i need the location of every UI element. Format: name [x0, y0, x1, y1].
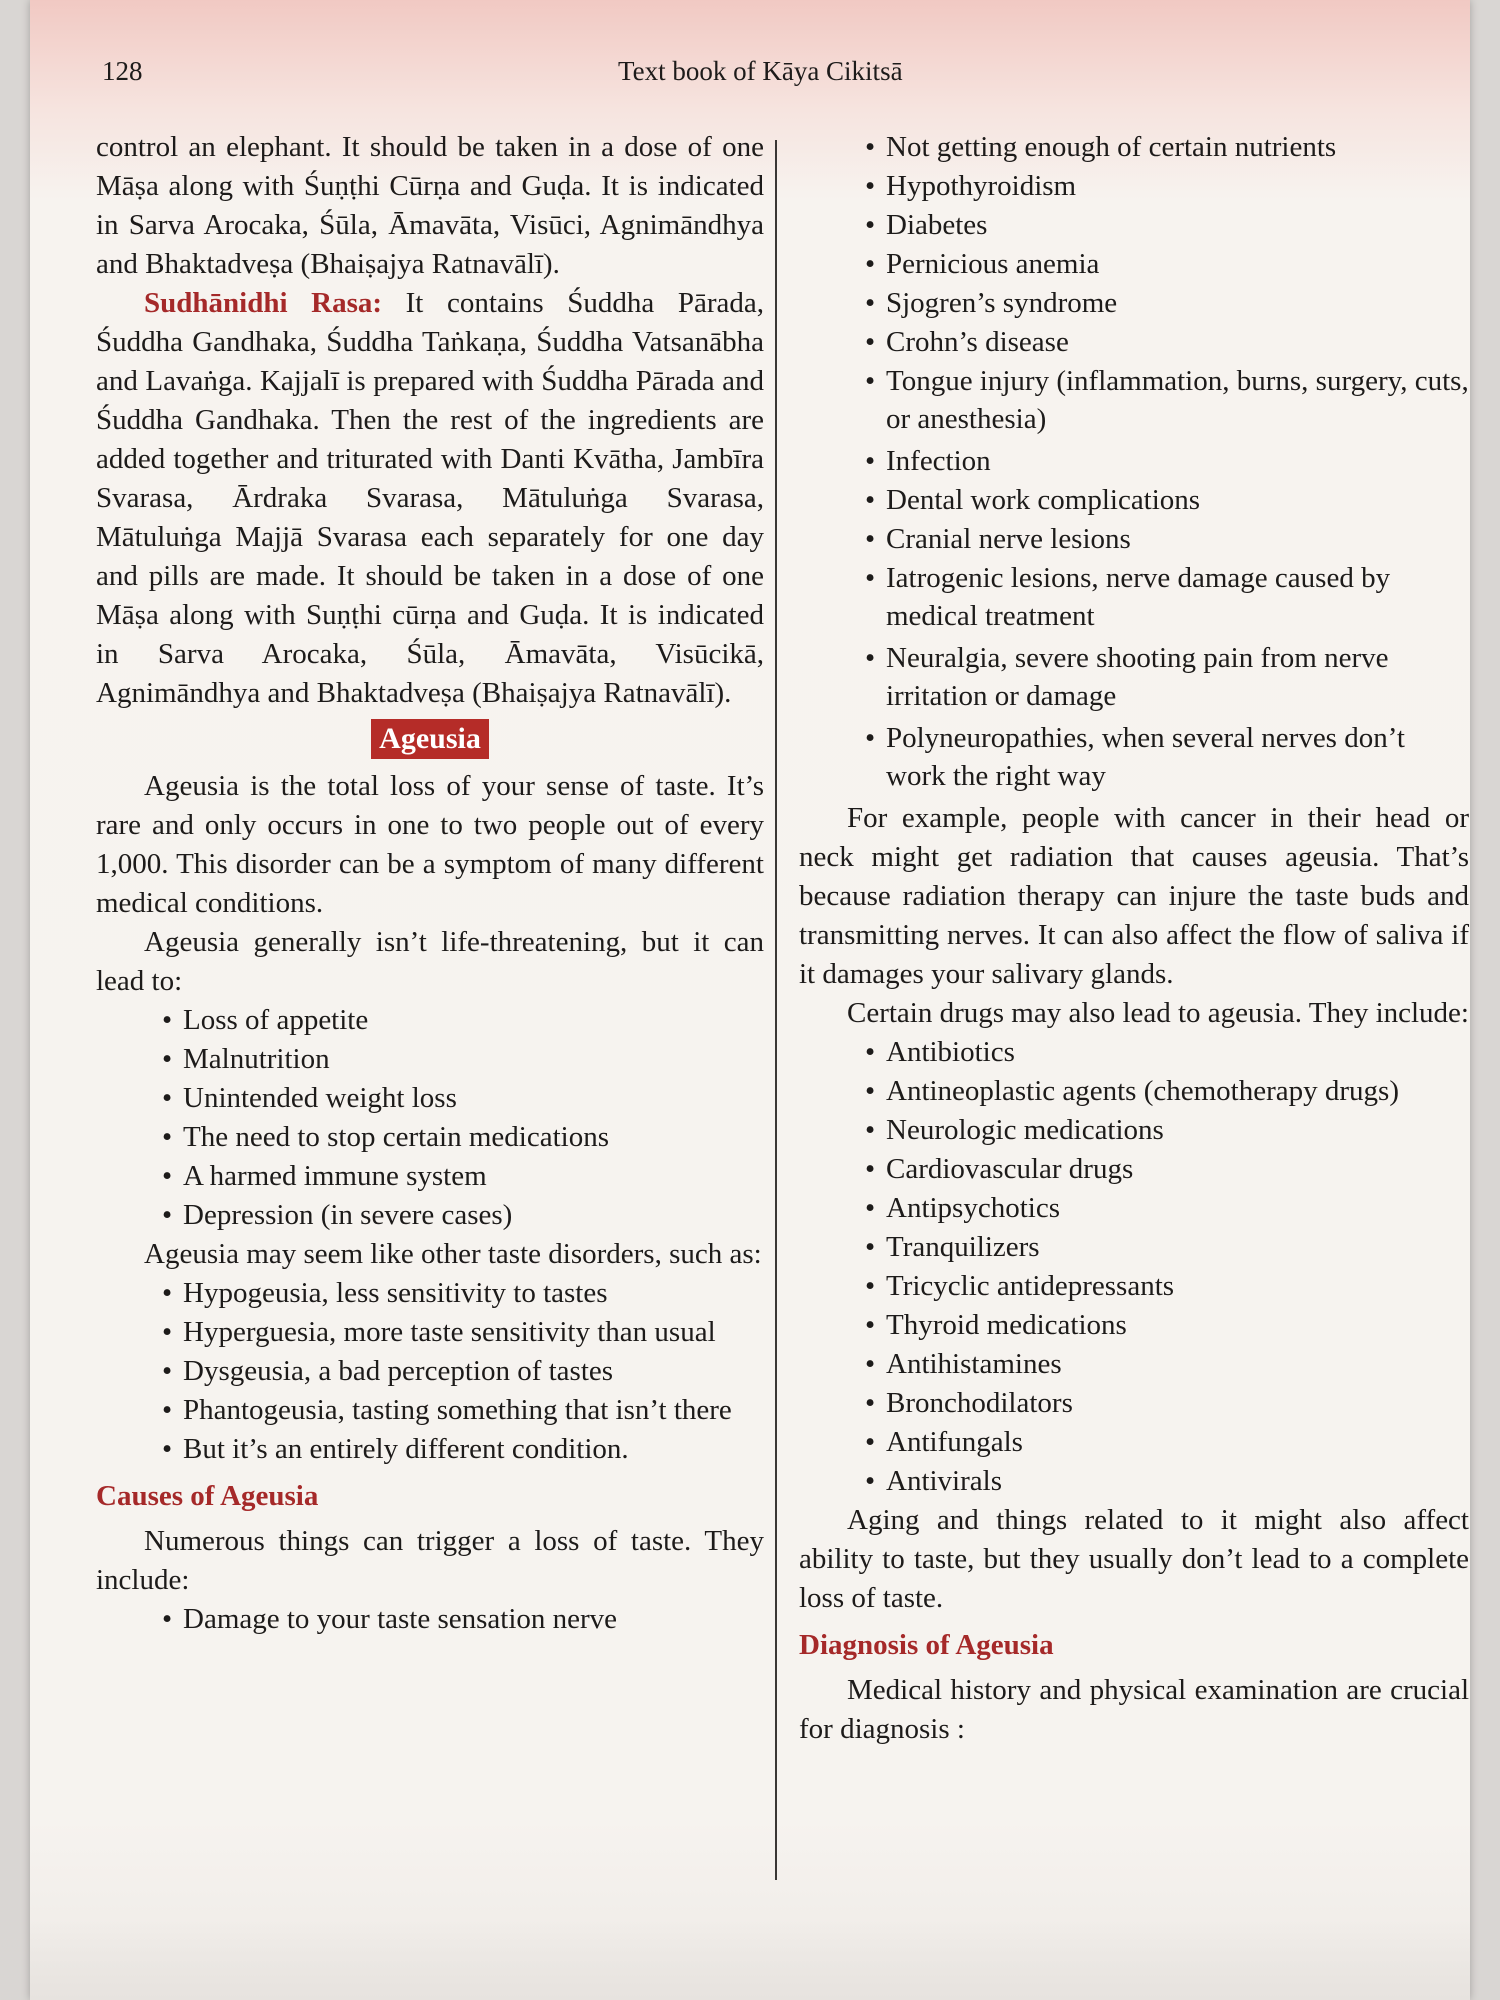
drugs-list	[799, 1033, 1469, 1501]
page-header	[70, 50, 1480, 100]
causes-list-start	[96, 1600, 764, 1639]
list-item: • Hypogeusia, less sensitivity to tastes	[96, 1274, 764, 1313]
list-item: • Tricyclic antidepressants	[799, 1267, 1469, 1306]
list-item: • Hyperguesia, more taste sensitivity than usual	[96, 1313, 764, 1352]
list-item: • Antipsychotics	[799, 1189, 1469, 1228]
list-item: • Phantogeusia, tasting something that isn’t there	[96, 1391, 764, 1430]
list-item: • Dental work complications	[799, 481, 1469, 520]
list-item: • The need to stop certain medications	[96, 1118, 764, 1157]
list-item: • Cardiovascular drugs	[799, 1150, 1469, 1189]
list-item: • Infection	[799, 442, 1469, 481]
list-item: • Neuralgia, severe shooting pain from nerve irritation or damage	[799, 639, 1469, 715]
ageusia-paragraph-1: Ageusia is the total loss of your sense of taste. It’s rare and only occurs in one to two people out of every 1,000. This disorder can be a symptom of many different medical conditions.	[96, 770, 764, 919]
list-item: • Malnutrition	[96, 1040, 764, 1079]
list-item: • Not getting enough of certain nutrients	[799, 128, 1469, 167]
drugs-paragraph: Certain drugs may also lead to ageusia. They include:	[847, 997, 1469, 1029]
list-item: • Damage to your taste sensation nerve	[96, 1600, 764, 1639]
list-item: • Diabetes	[799, 206, 1469, 245]
diagnosis-paragraph: Medical history and physical examination are crucial for diagnosis :	[799, 1674, 1469, 1745]
causes-heading: Causes of Ageusia	[96, 1480, 319, 1512]
list-item: • Iatrogenic lesions, nerve damage caused by medical treatment	[799, 559, 1469, 635]
running-title: Text book of Kāya Cikitsā	[618, 56, 903, 86]
other-disorders-list	[96, 1274, 764, 1469]
ageusia-heading: Ageusia	[371, 719, 489, 759]
list-item: • Antihistamines	[799, 1345, 1469, 1384]
column-divider	[775, 140, 777, 1880]
paragraph-continued: control an elephant. It should be taken in a dose of one Māṣa along with Śuṇṭhi Cūrṇa and Guḍa. It is indicated in Sarva Arocaka, Śūla, Āmavāta, Visūci, Agnimāndhya and Bhaktadveṣa (Bhaiṣajya Ratnavālī).	[96, 131, 764, 280]
aging-paragraph: Aging and things related to it might also affect ability to taste, but they usually don’t lead to a complete loss of taste.	[799, 1504, 1469, 1614]
list-item: • Hypothyroidism	[799, 167, 1469, 206]
causes-list	[799, 128, 1469, 795]
sudhanidhi-term: Sudhānidhi Rasa:	[144, 287, 383, 319]
page-number: 128	[102, 56, 143, 86]
consequences-list	[96, 1001, 764, 1235]
right-column	[799, 128, 1469, 1749]
ageusia-paragraph-2: Ageusia generally isn’t life-threatening, but it can lead to:	[96, 926, 764, 997]
list-item: • But it’s an entirely different condition.	[96, 1430, 764, 1469]
list-item: • Tongue injury (inflammation, burns, surgery, cuts, or anesthesia)	[799, 362, 1469, 438]
causes-paragraph: Numerous things can trigger a loss of taste. They include:	[96, 1525, 764, 1596]
list-item: • Tranquilizers	[799, 1228, 1469, 1267]
list-item: • Crohn’s disease	[799, 323, 1469, 362]
list-item: • Pernicious anemia	[799, 245, 1469, 284]
ageusia-paragraph-3: Ageusia may seem like other taste disorders, such as:	[144, 1238, 762, 1270]
list-item: • Loss of appetite	[96, 1001, 764, 1040]
list-item: • Bronchodilators	[799, 1384, 1469, 1423]
sudhanidhi-paragraph	[96, 284, 764, 713]
list-item: • Thyroid medications	[799, 1306, 1469, 1345]
radiation-paragraph: For example, people with cancer in their head or neck might get radiation that causes ageusia. That’s because radiation therapy can injure the taste buds and transmitting nerves. It can also affect the flow of saliva if it damages your salivary glands.	[799, 802, 1469, 990]
left-column	[96, 128, 764, 1639]
list-item: • Sjogren’s syndrome	[799, 284, 1469, 323]
list-item: • Antineoplastic agents (chemotherapy drugs)	[799, 1072, 1469, 1111]
book-page	[30, 0, 1470, 2000]
list-item: • Dysgeusia, a bad perception of tastes	[96, 1352, 764, 1391]
list-item: • Depression (in severe cases)	[96, 1196, 764, 1235]
sudhanidhi-text: It contains Śuddha Pārada, Śuddha Gandhaka, Śuddha Taṅkaṇa, Śuddha Vatsanābha and Lavaṅga. Kajjalī is prepared with Śuddha Pārada and Śuddha Gandhaka. Then the rest of the ingredients are added together and triturated with Danti Kvātha, Jambīra Svarasa, Ārdraka Svarasa, Mātuluṅga Svarasa, Mātuluṅga Majjā Svarasa each separately for one day and pills are made. It should be taken in a dose of one Māṣa along with Suṇṭhi cūrṇa and Guḍa. It is indicated in Sarva Arocaka, Śūla, Āmavāta, Visūcikā, Agnimāndhya and Bhaktadveṣa (Bhaiṣajya Ratnavālī).	[96, 287, 764, 709]
list-item: • A harmed immune system	[96, 1157, 764, 1196]
list-item: • Neurologic medications	[799, 1111, 1469, 1150]
list-item: • Unintended weight loss	[96, 1079, 764, 1118]
page-bottom-shade	[30, 1920, 1470, 2000]
list-item: • Antibiotics	[799, 1033, 1469, 1072]
list-item: • Cranial nerve lesions	[799, 520, 1469, 559]
diagnosis-heading: Diagnosis of Ageusia	[799, 1629, 1054, 1661]
list-item: • Polyneuropathies, when several nerves don’t work the right way	[799, 719, 1469, 795]
list-item: • Antivirals	[799, 1462, 1469, 1501]
list-item: • Antifungals	[799, 1423, 1469, 1462]
